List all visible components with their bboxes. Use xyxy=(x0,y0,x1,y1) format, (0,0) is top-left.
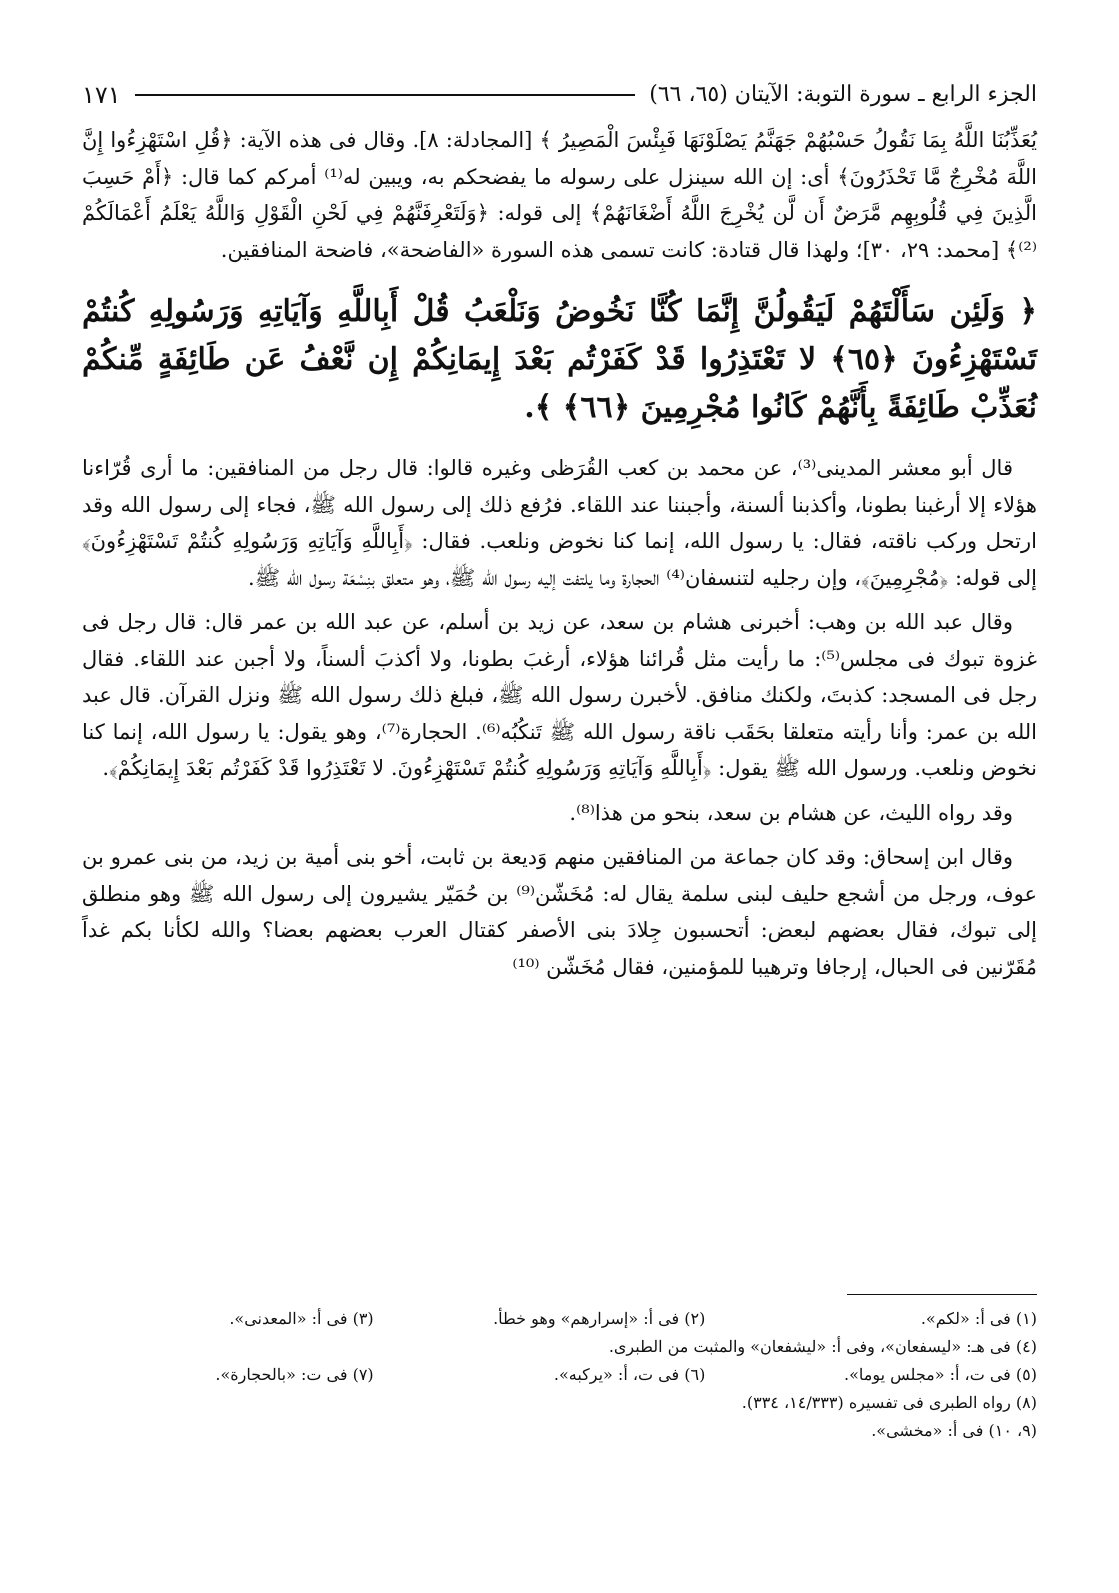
footnote: (٨) رواه الطبرى فى تفسيره (١٤/٣٣٣، ٣٣٤). xyxy=(741,1393,1037,1412)
footnote-rule xyxy=(847,1294,1037,1295)
paragraph: وقال ابن إسحاق: وقد كان جماعة من المنافقين منهم وَديعة بن ثابت، أخو بنى أمية بن زيد، من بنى عمرو بن عوف، ورجل من أشجع حليف لبنى سلمة يقال له: مُخَشّن⁽⁹⁾ بن حُمَيّر يشيرون إلى رسول الله ﷺ وهو منطلق إلى تبوك، فقال بعضهم لبعض: أتحسبون جِلادَ بنى الأصفر كقتال العرب بعضهم بعضا؟ والله لكأنا بكم غداً مُقَرّنين فى الحبال، إرجافا وترهيبا للمؤمنين، فقال مُخَشّن ⁽¹⁰⁾ xyxy=(82,845,1037,979)
footnote-row xyxy=(82,1333,1037,1361)
paragraph: وقال عبد الله بن وهب: أخبرنى هشام بن سعد، عن زيد بن أسلم، عن عبد الله بن عمر قال: قال رجل فى غزوة تبوك فى مجلس⁽⁵⁾: ما رأيت مثل قُرائنا هؤلاء، أرغبَ بطونا، ولا أكذبَ ألسناً، ولا أجبن عند اللقاء. فقال رجل فى المسجد: كذبتَ، ولكنك منافق. لأخبرن رسول الله ﷺ، فبلغ ذلك رسول الله ﷺ ونزل القرآن. قال عبد الله بن عمر: وأنا رأيته متعلقا بحَقَب ناقة رسول الله ﷺ تَنكُبُه⁽⁶⁾. الحجارة⁽⁷⁾، وهو يقول: يا رسول الله، إنما كنا نخوض ونلعب. ورسول الله ﷺ يقول: ﴿أَبِاللَّهِ وَآيَاتِهِ وَرَسُولِهِ كُنتُمْ تَسْتَهْزِءُونَ. لا تَعْتَذِرُوا قَدْ كَفَرْتُم بَعْدَ إِيمَانِكُمْ﴾. xyxy=(82,610,1038,780)
footnote-row xyxy=(82,1361,1037,1389)
footnote: (٣) فى أ: «المعدنى». xyxy=(229,1309,374,1328)
running-header xyxy=(82,78,1037,112)
page-number: ١٧١ xyxy=(82,81,121,109)
paragraph: يُعَذِّبُنَا اللَّهُ بِمَا نَقُولُ حَسْبُهُمْ جَهَنَّمُ يَصْلَوْنَهَا فَبِئْسَ الْمَصِيرُ ﴾ [المجادلة: ٨]. وقال فى هذه الآية: ﴿قُلِ اسْتَهْزِءُوا إِنَّ اللَّهَ مُخْرِجٌ مَّا تَحْذَرُونَ﴾ أى: إن الله سينزل على رسوله ما يفضحكم به، ويبين له⁽¹⁾ أمركم كما قال: ﴿أَمْ حَسِبَ الَّذِينَ فِي قُلُوبِهِم مَّرَضٌ أَن لَّن يُخْرِجَ اللَّهُ أَضْغَانَهُمْ﴾ إلى قوله: ﴿وَلَتَعْرِفَنَّهُمْ فِي لَحْنِ الْقَوْلِ وَاللَّهُ يَعْلَمُ أَعْمَالَكُمْ ⁽²⁾﴾ [محمد: ٢٩، ٣٠]؛ ولهذا قال قتادة: كانت تسمى هذه السورة «الفاضحة»، فاضحة المنافقين. xyxy=(82,128,1038,262)
footnote: (٢) فى أ: «إسرارهم» وهو خطأ. xyxy=(493,1309,706,1328)
paragraph: وقد رواه الليث، عن هشام بن سعد، بنحو من هذا⁽⁸⁾. xyxy=(569,800,1013,825)
footnote-row xyxy=(82,1305,1037,1333)
body-text xyxy=(82,122,1037,985)
footnote: (٥) فى ت، أ: «مجلس يوما». xyxy=(844,1365,1037,1384)
footnote: (٧) فى ت: «بالحجارة». xyxy=(215,1365,374,1384)
footnotes xyxy=(82,1294,1037,1445)
header-rule xyxy=(135,94,636,96)
footnote-row xyxy=(82,1417,1037,1445)
footnote: (١) فى أ: «لكم». xyxy=(920,1309,1037,1328)
paragraph: قال أبو معشر المدينى⁽³⁾، عن محمد بن كعب القُرَظى وغيره قالوا: قال رجل من المنافقين: ما أرى قُرّاءنا هؤلاء إلا أرغبنا بطونا، وأكذبنا ألسنة، وأجبننا عند اللقاء. فرُفع ذلك إلى رسول الله ﷺ، فجاء إلى رسول الله وقد ارتحل وركب ناقته، فقال: يا رسول الله، إنما كنا نخوض ونلعب. فقال: ﴿أَبِاللَّهِ وَآيَاتِهِ وَرَسُولِهِ كُنتُمْ تَسْتَهْزِءُونَ﴾ إلى قوله: ﴿مُجْرِمِينَ﴾، وإن رجليه لتنسفان⁽⁴⁾ الحجارة وما يلتفت إليه رسول الله ﷺ، وهو متعلق بنِسْعَة رسول الله ﷺ. xyxy=(82,456,1037,590)
quran-verse: ﴿ وَلَئِن سَأَلْتَهُمْ لَيَقُولُنَّ إِنَّمَا كُنَّا نَخُوضُ وَنَلْعَبُ قُلْ أَبِاللَّهِ وَآيَاتِهِ وَرَسُولِهِ كُنتُمْ تَسْتَهْزِءُونَ ﴿٦٥﴾ لا تَعْتَذِرُوا قَدْ كَفَرْتُم بَعْدَ إِيمَانِكُمْ إِن نَّعْفُ عَن طَائِفَةٍ مِّنكُمْ نُعَذِّبْ طَائِفَةً بِأَنَّهُمْ كَانُوا مُجْرِمِينَ ﴿٦٦﴾ ﴾. xyxy=(82,294,1037,425)
footnote: (٩، ١٠) فى أ: «مخشى». xyxy=(871,1421,1037,1440)
footnote-row xyxy=(82,1389,1037,1417)
footnote: (٤) فى هـ: «ليسفعان»، وفى أ: «ليشفعان» والمثبت من الطبرى. xyxy=(608,1337,1037,1356)
footnote: (٦) فى ت، أ: «يركبه». xyxy=(553,1365,706,1384)
chapter-title: الجزء الرابع ـ سورة التوبة: الآيتان (٦٥، ٦٦) xyxy=(649,82,1037,107)
